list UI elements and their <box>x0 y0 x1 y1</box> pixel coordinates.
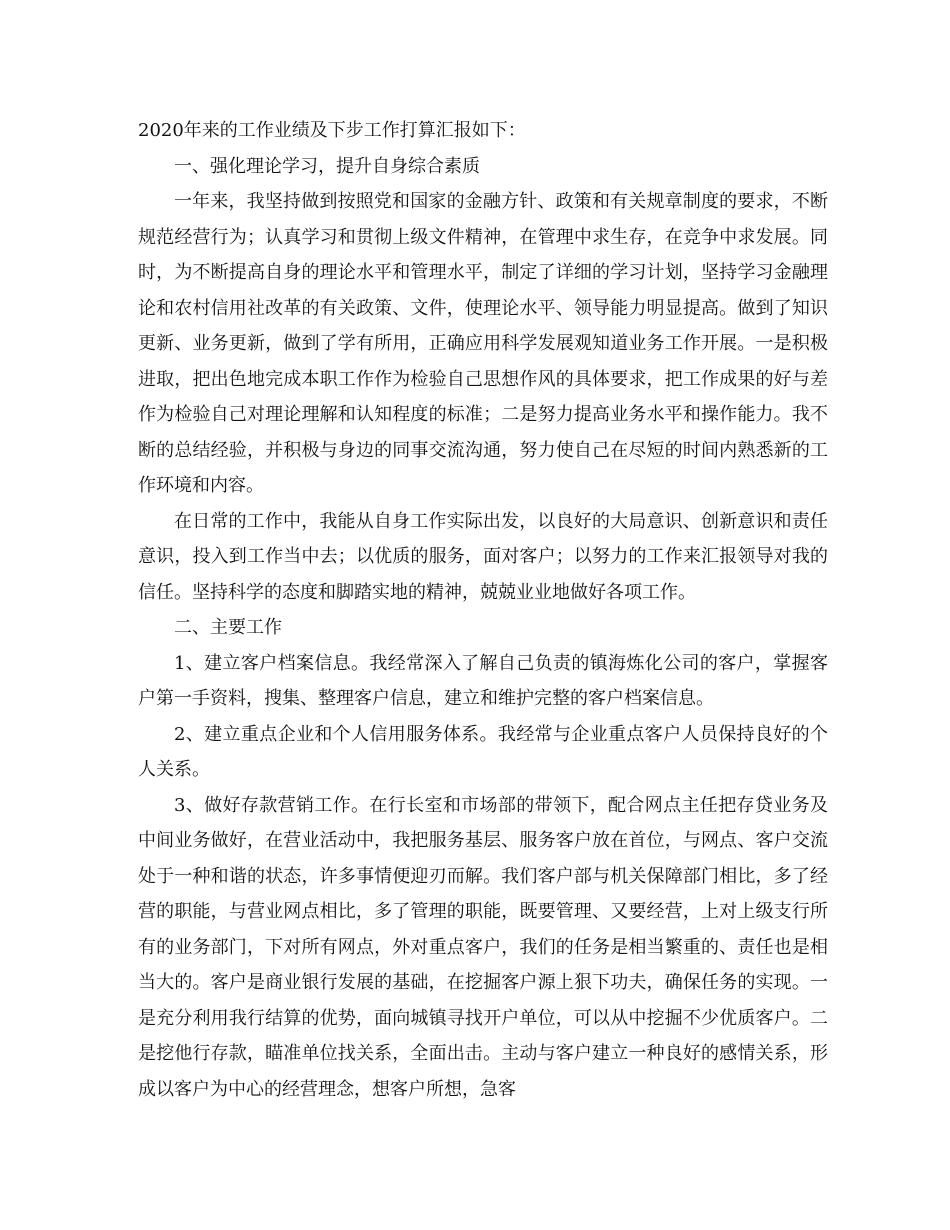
section-heading-1: 一、强化理论学习，提升自身综合素质 <box>174 155 480 177</box>
document-body <box>138 113 828 1107</box>
work-item-2: 2、建立重点企业和个人信用服务体系。我经常与企业重点客户人员保持良好的个人关系。 <box>138 723 828 780</box>
work-item-1: 1、建立客户档案信息。我经常深入了解自己负责的镇海炼化公司的客户，掌握客户第一手资料，搜集、整理客户信息，建立和维护完整的客户档案信息。 <box>138 652 828 709</box>
intro-line: 2020年来的工作业绩及下步工作打算汇报如下： <box>138 120 526 141</box>
body-paragraph-1: 一年来，我坚持做到按照党和国家的金融方针、政策和有关规章制度的要求，不断规范经营行为；认真学习和贯彻上级文件精神，在管理中求生存，在竞争中求发展。同时，为不断提高自身的理论水平和管理水平，制定了详细的学习计划，坚持学习金融理论和农村信用社改革的有关政策、文件，使理论水平、领导能力明显提高。做到了知识更新、业务更新，做到了学有所用，正确应用科学发展观知道业务工作开展。一是积极进取，把出色地完成本职工作作为检验自己思想作风的具体要求，把工作成果的好与差作为检验自己对理论理解和认知程度的标准；二是努力提高业务水平和操作能力。我不断的总结经验，并积极与身边的同事交流沟通，努力使自己在尽短的时间内熟悉新的工作环境和内容。 <box>138 191 828 496</box>
work-item-3: 3、做好存款营销工作。在行长室和市场部的带领下，配合网点主任把存贷业务及中间业务做好，在营业活动中，我把服务基层、服务客户放在首位，与网点、客户交流处于一种和谐的状态，许多事情便迎刃而解。我们客户部与机关保障部门相比，多了经营的职能，与营业网点相比，多了管理的职能，既要管理、又要经营，上对上级支行所有的业务部门，下对所有网点，外对重点客户，我们的任务是相当繁重的、责任也是相当大的。客户是商业银行发展的基础，在挖掘客户源上狠下功夫，确保任务的实现。一是充分利用我行结算的优势，面向城镇寻找开户单位，可以从中挖掘不少优质客户。二是挖他行存款，瞄准单位找关系，全面出击。主动与客户建立一种良好的感情关系，形成以客户为中心的经营理念，想客户所想，急客 <box>138 794 828 1100</box>
section-heading-2: 二、主要工作 <box>174 617 282 638</box>
body-paragraph-2: 在日常的工作中，我能从自身工作实际出发，以良好的大局意识、创新意识和责任意识，投入到工作当中去；以优质的服务，面对客户；以努力的工作来汇报领导对我的信任。坚持科学的态度和脚踏实地的精神，兢兢业业地做好各项工作。 <box>138 510 828 603</box>
